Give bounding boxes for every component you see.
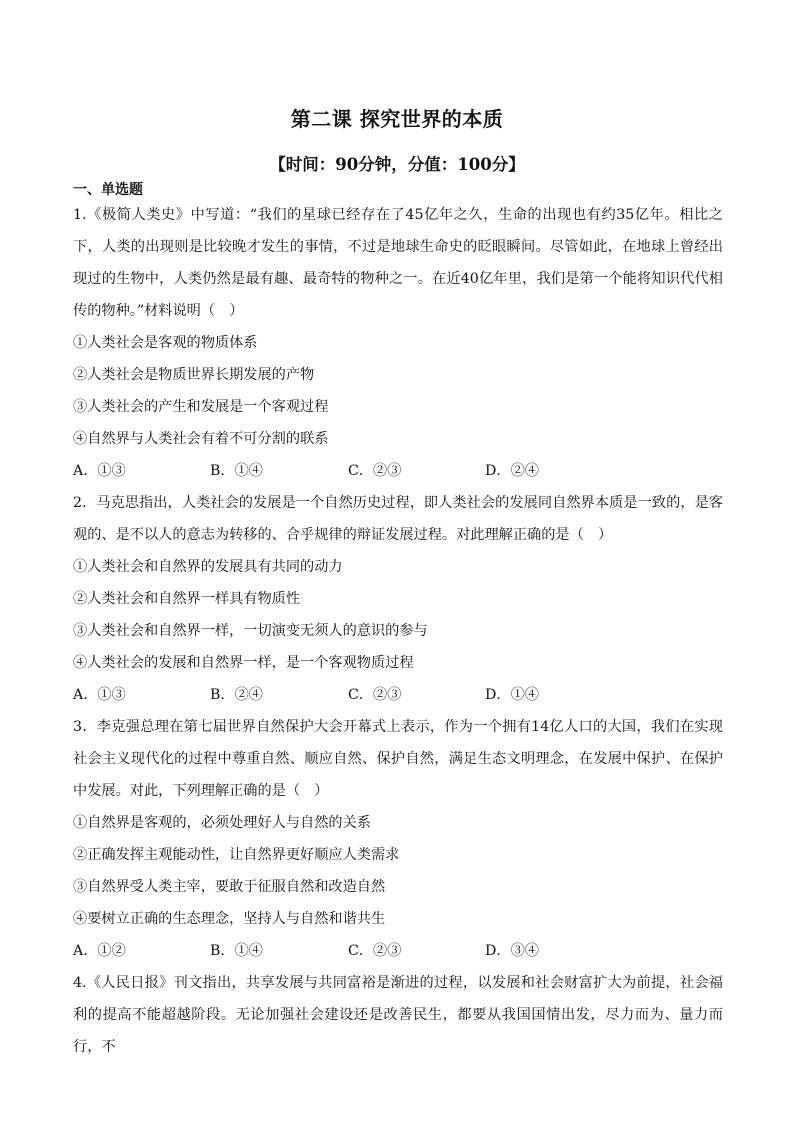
choice-a: A．①③ [73, 687, 126, 703]
exam-info: 【时间：90分钟，分值：100分】 [269, 155, 525, 174]
statement-item: ②正确发挥主观能动性，让自然界更好顺应人类需求 [73, 847, 400, 863]
answer-choices [73, 455, 723, 487]
statement-item: ②人类社会是物质世界长期发展的产物 [73, 367, 315, 383]
statement-item: ③自然界受人类主宰，要敢于征服自然和改造自然 [73, 879, 386, 895]
question-list [73, 199, 723, 1063]
choice-d: D．③④ [485, 943, 539, 959]
choice-b: B．①④ [210, 463, 263, 479]
choice-c: C．②③ [348, 943, 402, 959]
statement-item: ④人类社会的发展和自然界一样，是一个客观物质过程 [73, 655, 414, 671]
choice-b: B．②④ [210, 687, 263, 703]
statement-item: ③人类社会和自然界一样，一切演变无须人的意识的参与 [73, 623, 428, 639]
choice-b: B．①④ [210, 943, 263, 959]
question-2 [73, 487, 723, 711]
question-3 [73, 711, 723, 967]
question-stem: 3．李克强总理在第七届世界自然保护大会开幕式上表示，作为一个拥有14亿人口的大国，我们在实现社会主义现代化的过程中尊重自然、顺应自然、保护自然，满足生态文明理念，在发展中保护、在保护中发展。对此，下列理解正确的是（ ） [73, 719, 723, 799]
choice-a: A．①② [73, 943, 126, 959]
question-stem: 2．马克思指出，人类社会的发展是一个自然历史过程，即人类社会的发展同自然界本质是一致的，是客观的、是不以人的意志为转移的、合乎规律的辩证发展过程。对此理解正确的是（ ） [73, 495, 723, 543]
question-4 [73, 967, 723, 1063]
section-heading: 一、单选题 [73, 182, 143, 198]
statement-item: ①人类社会和自然界的发展具有共同的动力 [73, 559, 343, 575]
statement-item: ④自然界与人类社会有着不可分割的联系 [73, 431, 329, 447]
statement-item: ④要树立正确的生态理念，坚持人与自然和谐共生 [73, 911, 386, 927]
question-stem: 4.《人民日报》刊文指出，共享发展与共同富裕是渐进的过程，以发展和社会财富扩大为前提，社会福利的提高不能超越阶段。无论加强社会建设还是改善民生，都要从我国国情出发，尽力而为、量力而行，不 [73, 975, 723, 1055]
statement-item: ③人类社会的产生和发展是一个客观过程 [73, 399, 329, 415]
choice-d: D．①④ [485, 687, 539, 703]
question-stem: 1.《极简人类史》中写道：“我们的星球已经存在了45亿年之久，生命的出现也有约35亿年。相比之下，人类的出现则是比较晚才发生的事情，不过是地球生命史的眨眼瞬间。尽管如此，在地球上曾经出现过的生物中，人类仍然是最有趣、最奇特的物种之一。在近40亿年里，我们是第一个能将知识代代相传的物种。”材料说明（ ） [73, 207, 723, 319]
answer-choices [73, 935, 723, 967]
choice-a: A．①③ [73, 463, 126, 479]
choice-c: C．②③ [348, 687, 402, 703]
question-1 [73, 199, 723, 487]
page-title: 第二课 探究世界的本质 [290, 107, 504, 131]
choice-c: C．②③ [348, 463, 402, 479]
choice-d: D．②④ [485, 463, 539, 479]
statement-item: ①自然界是客观的，必须处理好人与自然的关系 [73, 815, 371, 831]
statement-item: ②人类社会和自然界一样具有物质性 [73, 591, 301, 607]
statement-item: ①人类社会是客观的物质体系 [73, 335, 258, 351]
answer-choices [73, 679, 723, 711]
